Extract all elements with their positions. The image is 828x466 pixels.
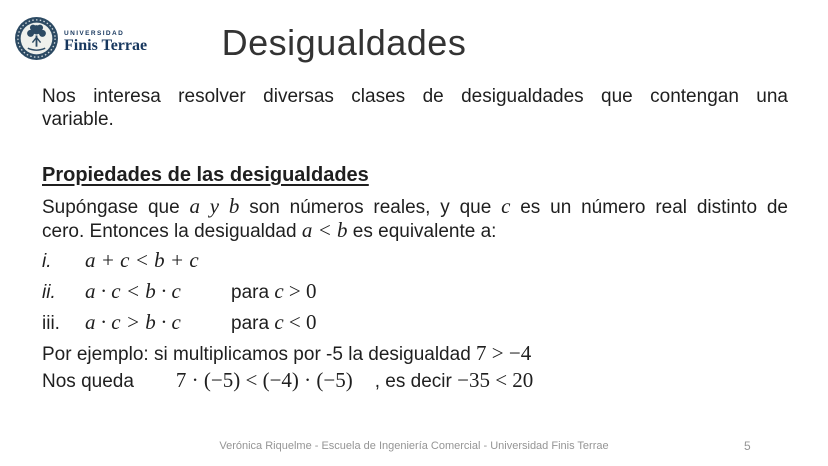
page-number: 5 [744, 439, 751, 453]
result-line [42, 369, 788, 393]
logo-university-name: Finis Terrae [64, 36, 148, 54]
text-segment: ii. [42, 282, 56, 303]
properties-line-1 [42, 195, 788, 219]
text-segment: a + c < b + c [85, 248, 199, 272]
footer-credit: Verónica Riquelme - Escuela de Ingeniería Comercial - Universidad Finis Terrae [219, 440, 609, 452]
example-line [42, 342, 788, 366]
text-segment: a y b [189, 194, 240, 218]
text-segment: es un número real distinto de [510, 197, 788, 218]
list-marker [42, 250, 85, 273]
text-segment: c [501, 194, 511, 218]
text-segment: < 0 [283, 310, 317, 334]
properties-line-2 [42, 219, 788, 243]
text-segment: a · c > b · c [85, 310, 181, 334]
text-segment: variable. [42, 109, 114, 130]
text-segment: son números reales, y que [239, 197, 502, 218]
list-formula [85, 280, 231, 304]
list-condition [231, 280, 788, 304]
text-segment: −35 < 20 [457, 368, 534, 392]
list-formula [85, 311, 231, 335]
list-item [42, 280, 788, 311]
properties-paragraph [42, 195, 788, 243]
text-segment: cero. Entonces la desigualdad [42, 221, 302, 242]
text-segment: para [231, 313, 275, 334]
list-condition [231, 311, 788, 335]
text-segment: c [274, 279, 284, 303]
text-segment: 7 > −4 [476, 341, 532, 365]
text-segment: es equivalente a: [347, 221, 497, 242]
list-marker [42, 281, 85, 304]
section-heading: Propiedades de las desigualdades [42, 164, 369, 186]
text-segment: > 0 [283, 279, 317, 303]
intro-line-1 [42, 85, 788, 108]
text-segment: Por ejemplo: si multiplicamos por -5 la desigualdad [42, 344, 477, 365]
text-segment: i. [42, 251, 52, 272]
logo-university-label: UNIVERSIDAD [64, 29, 125, 37]
text-segment: a < b [301, 218, 348, 242]
list-item [42, 311, 788, 342]
intro-paragraph [42, 85, 788, 131]
text-segment: Supóngase que [42, 197, 190, 218]
text-segment: c [274, 310, 284, 334]
slide-title: Desigualdades [221, 22, 467, 63]
list-marker [42, 312, 85, 335]
property-list [42, 249, 788, 342]
text-segment: iii. [42, 313, 60, 334]
list-item [42, 249, 788, 280]
text-segment: , es decir [374, 371, 458, 392]
text-segment: 7 · (−5) < (−4) · (−5) [175, 368, 353, 392]
intro-line-2 [42, 108, 788, 131]
text-segment: Nos interesa resolver diversas clases de desigualdades que contengan una [42, 86, 788, 107]
list-formula [85, 249, 231, 273]
text-segment: Nos queda [42, 371, 134, 392]
text-segment: a · c < b · c [85, 279, 181, 303]
text-segment: para [231, 282, 275, 303]
